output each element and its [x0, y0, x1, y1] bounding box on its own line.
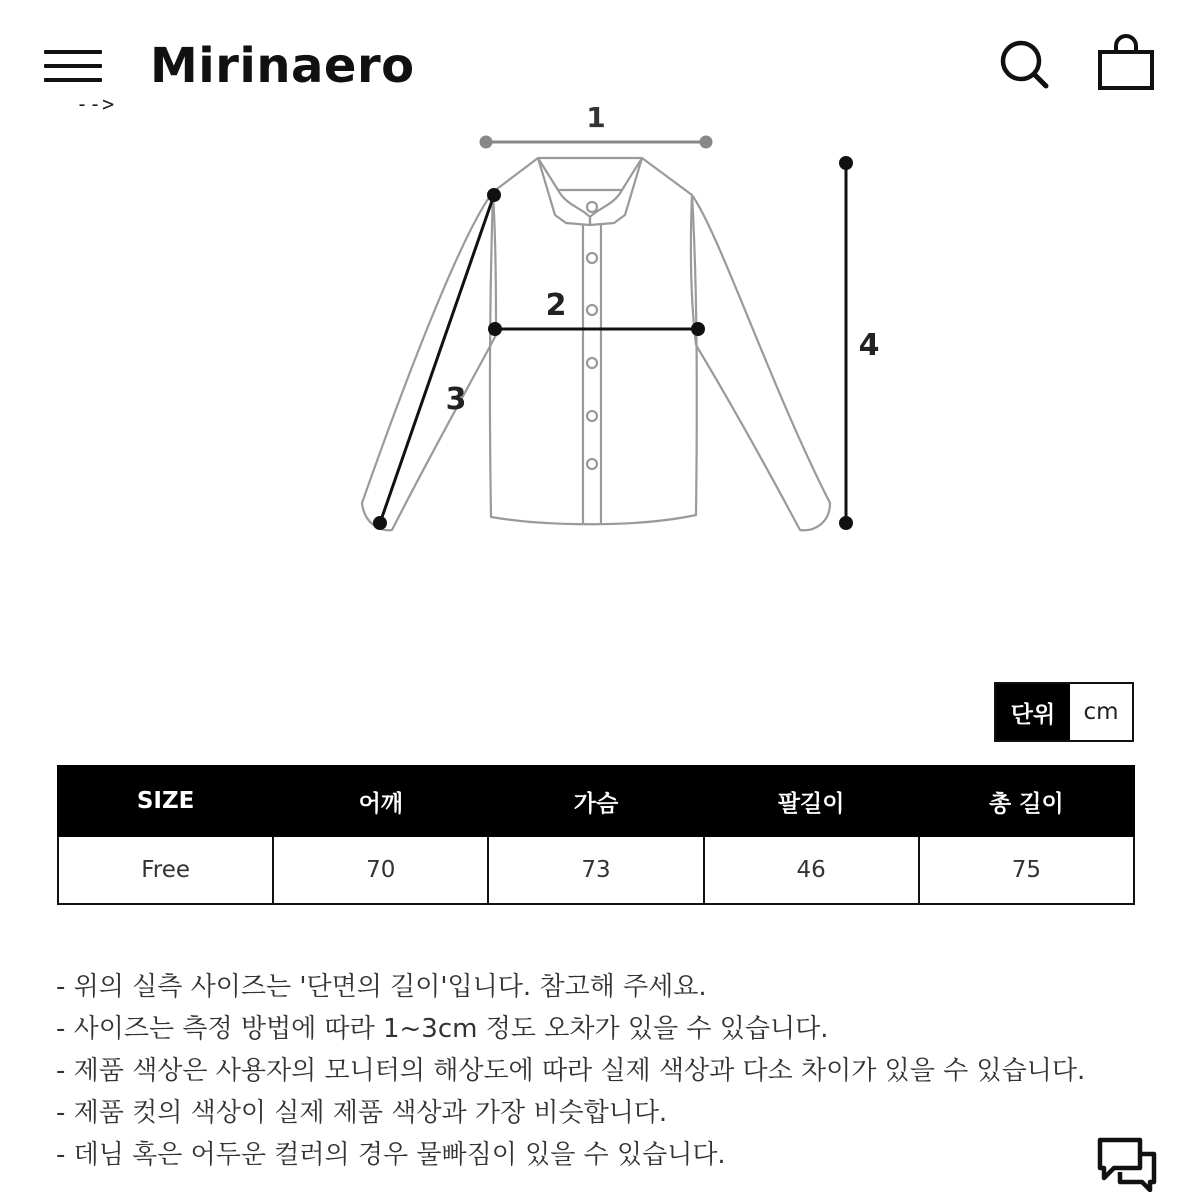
hamburger-menu-icon[interactable]	[44, 46, 102, 86]
column-header-sleeve: 팔길이	[704, 766, 919, 836]
stray-comment-text: -->	[76, 92, 116, 116]
note-item: - 제품 색상은 사용자의 모니터의 해상도에 따라 실제 색상과 다소 차이가 있을 수 있습니다.	[56, 1056, 1086, 1086]
column-header-size: SIZE	[58, 766, 273, 836]
note-item: - 제품 컷의 색상이 실제 제품 색상과 가장 비슷합니다.	[56, 1098, 668, 1128]
size-diagram	[340, 95, 900, 555]
shopping-bag-icon[interactable]	[1094, 34, 1158, 94]
table-header-row	[58, 766, 1134, 836]
cell-length: 75	[919, 836, 1134, 904]
size-notes	[56, 966, 1156, 1176]
measure-line-3	[375, 190, 500, 529]
unit-label: 단위	[996, 684, 1070, 740]
measure-label-2: 2	[545, 288, 567, 323]
size-table	[57, 765, 1135, 905]
measure-label-3: 3	[445, 382, 467, 417]
column-header-chest: 가슴	[488, 766, 703, 836]
measure-line-4	[841, 158, 852, 529]
measure-label-1: 1	[586, 101, 606, 134]
cell-shoulder: 70	[273, 836, 488, 904]
note-item: - 데님 혹은 어두운 컬러의 경우 물빠짐이 있을 수 있습니다.	[56, 1140, 726, 1170]
cell-sleeve: 46	[704, 836, 919, 904]
cell-size: Free	[58, 836, 273, 904]
measure-line-1	[481, 137, 711, 147]
site-logo[interactable]: Mirinaero	[150, 38, 415, 94]
column-header-length: 총 길이	[919, 766, 1134, 836]
measure-label-4: 4	[858, 328, 880, 363]
chat-bubbles-icon[interactable]	[1096, 1136, 1158, 1192]
unit-indicator	[994, 682, 1134, 742]
unit-value: cm	[1083, 699, 1119, 725]
cell-chest: 73	[488, 836, 703, 904]
table-row	[58, 836, 1134, 904]
note-item: - 위의 실측 사이즈는 '단면의 길이'입니다. 참고해 주세요.	[56, 972, 707, 1002]
measure-line-2	[490, 324, 704, 335]
shirt-outline	[362, 158, 830, 530]
note-item: - 사이즈는 측정 방법에 따라 1~3cm 정도 오차가 있을 수 있습니다.	[56, 1014, 829, 1044]
search-icon[interactable]	[996, 36, 1056, 96]
column-header-shoulder: 어깨	[273, 766, 488, 836]
